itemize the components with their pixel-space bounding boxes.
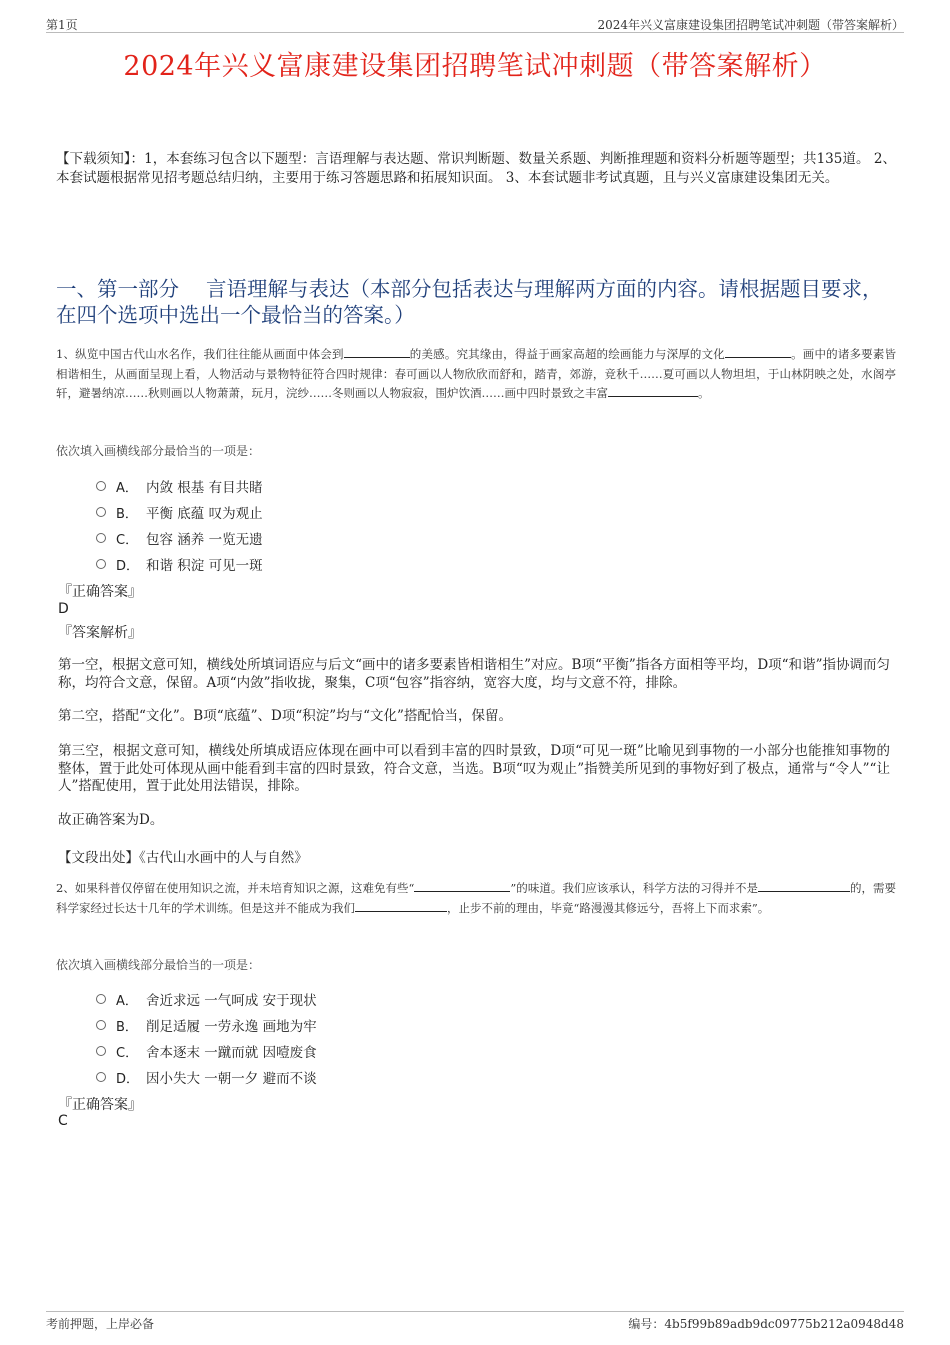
option-b[interactable]: B． 平衡 底蕴 叹为观止: [96, 499, 496, 525]
passage-source: 【文段出处】《古代山水画中的人与自然》: [58, 850, 308, 866]
option-a[interactable]: A． 内敛 根基 有目共睹: [96, 473, 496, 499]
analysis-paragraph: 第一空，根据文意可知，横线处所填词语应与后文“画中的诸多要素皆相谐相生”对应。B项“平衡”指各方面相等平均，D项“和谐”指协调而匀称，均符合文意，保留。A项“内敛”指收拢，聚集，C项“包容”指容纳，宽容大度，均与文意不符，排除。: [58, 657, 890, 691]
section-heading: 一、第一部分 言语理解与表达（本部分包括表达与理解两方面的内容。请根据题目要求，在四个选项中选出一个最恰当的答案。）: [56, 277, 883, 327]
blank-3: [355, 899, 447, 912]
answer-value: C: [58, 1113, 68, 1129]
blank-3: [608, 384, 698, 397]
answer-label: 『正确答案』: [58, 584, 142, 600]
blank-1: [414, 879, 510, 892]
radio-icon[interactable]: [96, 559, 106, 569]
page-footer: [46, 1311, 904, 1331]
analysis-conclusion: 故正确答案为D。: [58, 812, 164, 828]
header-doc-title: 2024年兴义富康建设集团招聘笔试冲刺题（带答案解析）: [597, 18, 904, 32]
option-c[interactable]: C． 舍本逐末 一蹴而就 因噎废食: [96, 1038, 496, 1064]
question-2-stem: 2、如果科普仅停留在使用知识之流，并未培育知识之源，这难免有些“ ”的味道。我们应该承认，科学方法的习得并不是 的，需要科学家经过长达十几年的学术训练。但是这并不能成为我们 ，止步不前的理由，毕竟“路漫漫其修远兮，吾将上下而求索”。: [56, 881, 896, 915]
radio-icon[interactable]: [96, 1072, 106, 1082]
option-a[interactable]: A． 舍近求远 一气呵成 安于现状: [96, 986, 496, 1012]
page-number: 第1页: [46, 18, 78, 32]
radio-icon[interactable]: [96, 1020, 106, 1030]
radio-icon[interactable]: [96, 533, 106, 543]
question-1-options: [96, 473, 496, 577]
radio-icon[interactable]: [96, 994, 106, 1004]
analysis-paragraph: 第三空，根据文意可知，横线处所填成语应体现在画中可以看到丰富的四时景致，D项“可见一斑”比喻见到事物的一小部分也能推知事物的整体，置于此处可体现从画中能看到丰富的四时景致，符合文意，当选。B项“叹为观止”指赞美所见到的事物好到了极点，通常与“令人”“让人”搭配使用，置于此处用法错误，排除。: [58, 743, 890, 794]
question-1-prompt: 依次填入画横线部分最恰当的一项是：: [56, 444, 261, 458]
question-2-prompt: 依次填入画横线部分最恰当的一项是：: [56, 958, 261, 972]
blank-2: [725, 345, 791, 358]
footer-slogan: 考前押题，上岸必备: [46, 1317, 155, 1331]
answer-value: D: [58, 601, 69, 617]
option-c[interactable]: C． 包容 涵养 一览无遗: [96, 525, 496, 551]
radio-icon[interactable]: [96, 1046, 106, 1056]
radio-icon[interactable]: [96, 507, 106, 517]
option-d[interactable]: D． 因小失大 一朝一夕 避而不谈: [96, 1064, 496, 1090]
question-2-options: [96, 986, 496, 1090]
download-notice: 【下载须知】：1，本套练习包含以下题型：言语理解与表达题、常识判断题、数量关系题、判断推理题和资料分析题等题型；共135道。 2、本套试题根据常见招考题总结归纳，主要用于练习答题思路和拓展知识面。 3、本套试题非考试真题，且与兴义富康建设集团无关。: [56, 151, 896, 186]
doc-title: 2024年兴义富康建设集团招聘笔试冲刺题（带答案解析）: [123, 51, 827, 82]
option-b[interactable]: B． 削足适履 一劳永逸 画地为牢: [96, 1012, 496, 1038]
blank-1: [344, 345, 410, 358]
answer-label: 『正确答案』: [58, 1097, 142, 1113]
analysis-paragraph: 第二空，搭配“文化”。B项“底蕴”、D项“积淀”均与“文化”搭配恰当，保留。: [58, 708, 512, 724]
option-d[interactable]: D． 和谐 积淀 可见一斑: [96, 551, 496, 577]
blank-2: [758, 879, 850, 892]
page-header: [46, 14, 904, 33]
radio-icon[interactable]: [96, 481, 106, 491]
question-1-stem: 1、纵览中国古代山水名作，我们往往能从画面中体会到 的美感。究其缘由，得益于画家高超的绘画能力与深厚的文化 。画中的诸多要素皆相谐相生，从画面呈现上看，人物活动与景物特征符合四时规律：春可画以人物欣欣而舒和，踏青，郊游，竞秋千……夏可画以人物坦坦，于山林阴映之处，水阁亭轩，避暑纳凉……秋则画以人物萧萧，玩月，浣纱……冬则画以人物寂寂，围炉饮酒……画中四时景致之丰富 。: [56, 347, 897, 400]
analysis-label: 『答案解析』: [58, 625, 142, 641]
footer-doc-id: 编号：4b5f99b89adb9dc09775b212a0948d48: [628, 1317, 904, 1331]
